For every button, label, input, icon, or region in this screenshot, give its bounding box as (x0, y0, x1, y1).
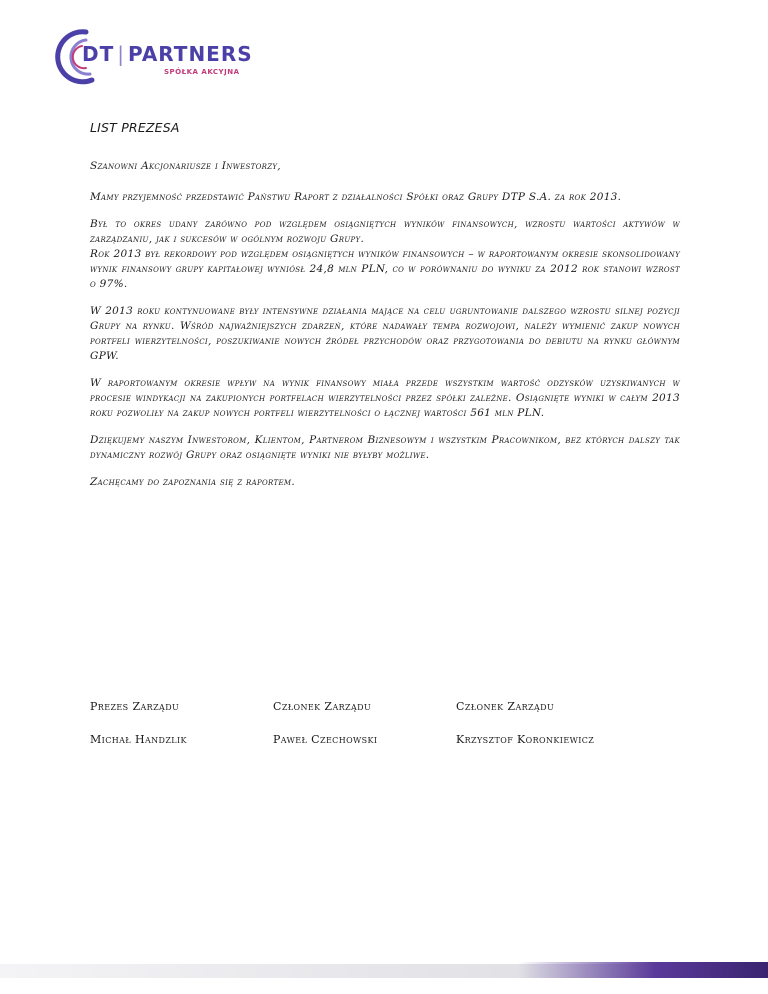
paragraph-7: Zachęcamy do zapoznania się z raportem. (90, 476, 295, 488)
paragraph-5: W raportowanym okresie wpływ na wynik finansowy miała przede wszystkim wartość odzysków uzyskiwanych w procesie windykacji na zakupionych portfelach wierzytelności przez spółki zależne. Osiągnięte wyniki w całym 2013 roku pozwoliły na zakup nowych portfeli wierzytelności o łącznej wartości 561 mln PLN. (90, 377, 680, 419)
logo-wordmark: DT | PARTNERS (82, 42, 253, 66)
signature-name: Paweł Czechowski (273, 733, 378, 746)
letter-body (90, 120, 680, 502)
signature-role: Prezes Zarządu (90, 700, 180, 713)
paragraph-1: Mamy przyjemność przedstawić Państwu Raport z działalności Spółki oraz Grupy DTP S.A. za rok 2013. (90, 191, 622, 203)
salutation: Szanowni Akcjonariusze i Inwestorzy, (90, 160, 281, 172)
signature-role: Członek Zarządu (273, 700, 372, 713)
signature-names-row (90, 733, 690, 746)
logo-brand2: PARTNERS (128, 42, 253, 66)
paragraph-3: Rok 2013 był rekordowy pod względem osiągniętych wyników finansowych – w raportowanym okresie skonsolidowany wynik finansowy grupy kapitałowej wyniósł 24,8 mln PLN, co w porównaniu do wyniku za 2012 rok stanowi wzrost o 97%. (90, 248, 680, 290)
signature-name: Krzysztof Koronkiewicz (456, 733, 595, 746)
paragraph-4: W 2013 roku kontynuowane były intensywne działania mające na celu ugruntowanie dalszego wzrostu silnej pozycji Grupy na rynku. Wśród najważniejszych zdarzeń, które nadawały tempa rozwojowi, należy wymienić zakup nowych portfeli wierzytelności, poszukiwanie nowych źródeł przychodów oraz przygotowania do debiutu na rynku głównym GPW. (90, 305, 680, 362)
letter-title: LIST PREZESA (90, 120, 180, 135)
signature-block (90, 700, 690, 766)
signature-name: Michał Handzlik (90, 733, 187, 746)
logo-subtitle: SPÓŁKA AKCYJNA (164, 68, 240, 76)
footer-decoration (0, 960, 768, 980)
company-logo (52, 28, 262, 86)
footer-band-dark (518, 962, 768, 978)
paragraph-6: Dziękujemy naszym Inwestorom, Klientom, Partnerom Biznesowym i wszystkim Pracownikom, bez których dalszy tak dynamiczny rozwój Grupy oraz osiągnięte wyniki nie byłyby możliwe. (90, 434, 680, 461)
signature-roles-row (90, 700, 690, 713)
logo-brand: DT (82, 42, 115, 66)
paragraph-2: Był to okres udany zarówno pod względem osiągniętych wyników finansowych, wzrostu wartości aktywów w zarządzaniu, jak i sukcesów w ogólnym rozwoju Grupy. (90, 218, 680, 245)
signature-role: Członek Zarządu (456, 700, 555, 713)
